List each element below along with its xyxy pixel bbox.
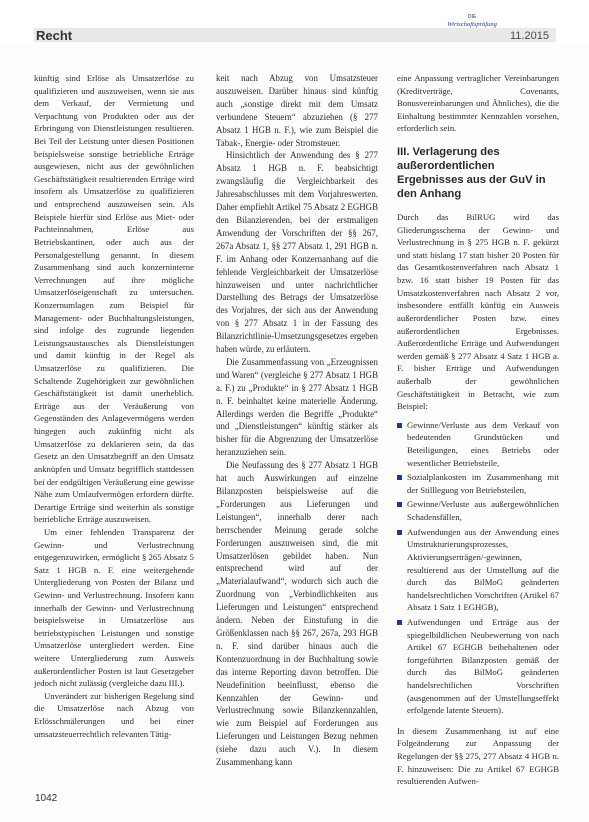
page-header bbox=[0, 0, 589, 44]
paragraph: künftig sind Erlöse als Umsatzerlöse zu qualifizieren und auszuweisen, wenn sie aus dem Verkauf, der Vermietung und Verpachtung von Produkten oder aus der Erbringung von Dienstleistungen resultieren. Bei Teil der Leistung unter diesen Positionen beispielsweise sonstige betriebliche Erträge ausgewiesen, nicht aus der gewöhnlichen Geschäftstätigkeit resultierenden Erträge wird insofern als Umsatzerlöse zu qualifizieren und entsprechend auszuweisen sein. Als Beispiele hierfür sind Erlöse aus Miet- oder Pachteinnahmen, Erlöse aus Betriebskantinen, oder auch aus der Personalgestellung genannt. In diesem Zusammenhang sind auch konzerninterne Verrechnungen auf ihre mögliche Umsatzerlöseigenschaft zu untersuchen. Konzernumlagen zum Beispiel für Management- oder Buchhaltungsleistungen, sind infolge des zugrunde liegenden Leistungsaustausches als Dienstleistungen und damit künftig in der Regel als Umsatzerlöse zu qualifizieren. Die Schaltende Zugehörigkeit zur gewöhnlichen Geschäftstätigkeit ist damit unerheblich. Erträge aus der Veräußerung von Gegenständen des Anlagevermögens werden hingegen auch zukünftig nicht als Umsatzerlöse zu deklarieren sein, da das Gesetz an den Umsatzbegriff an den Umsatz anknüpfen und Umsatz begrifflich stattdessen bei der endgültigen Veräußerung eine gewisse Nähe zum Umlaufvermögen erfordern dürfte. Derartige Erträge sind weiterhin als sonstige betriebliche Erträge auszuweisen. bbox=[34, 73, 194, 525]
paragraph: keit nach Abzug von Umsatzsteuer auszuweisen. Darüber hinaus sind künftig auch „sonstige direkt mit dem Umsatz verbundene Steuern“ abzuziehen (§ 277 Absatz 1 HGB n. F.), wie zum Beispiel die Tabak-, Energie- oder Stromsteuer. bbox=[216, 73, 378, 148]
svg-text:Wirtschaftsprüfung: Wirtschaftsprüfung bbox=[447, 21, 497, 28]
text-column-2 bbox=[216, 72, 378, 769]
paragraph: In diesem Zusammenhang ist auf eine Folgeänderung zur Anpassung der Regelungen der §§ 275, 277 Absatz 4 HGB n. F. hinzuweisen: Die zu Artikel 67 EGHGB resultierenden Aufwen- bbox=[397, 725, 559, 787]
list-item: Sozialplankosten im Zusammenhang mit der Stilllegung von Betriebsteilen, bbox=[397, 471, 559, 496]
bullet-square-icon bbox=[397, 475, 402, 480]
list-item: Aufwendungen und Erträge aus der spiegelbildlichen Neubewertung von nach Artikel 67 EGHGB beibehaltenen oder fortgeführten Bilanzposten gemäß der durch das BilMoG geänderten handelsrechtlichen Vorschriften (ausgenommen auf der Umstellungseffekt erfolgende latente Steuern). bbox=[397, 616, 559, 717]
list-item: Gewinne/Verluste aus dem Verkauf von bedeutenden Grundstücken und Beteiligungen, eines Betriebs oder wesentlicher Betriebsteile, bbox=[397, 419, 559, 469]
bullet-square-icon bbox=[397, 530, 402, 535]
page-number: 1042 bbox=[35, 793, 58, 804]
list-item: Gewinne/Verluste aus außergewöhnlichen Schadensfällen, bbox=[397, 498, 559, 523]
bullet-list bbox=[397, 419, 559, 717]
text-column-1 bbox=[34, 72, 194, 740]
paragraph: Unverändert zur bisherigen Regelung sind die Umsatzerlöse nach Abzug von Erlösschmälerungen und bei einer umsatzsteuerrechtlich relevanten Tätig- bbox=[34, 690, 194, 739]
journal-logo bbox=[442, 10, 502, 30]
text-column-3 bbox=[397, 72, 559, 788]
paragraph: Um einer fehlenden Transparenz der Gewinn- und Verlustrechnung entgegenzuwirken, ermöglicht § 265 Absatz 5 Satz 1 HGB n. F. eine weitergehende Untergliederung von Posten der Bilanz und Gewinn- und Verlustrechnung. Insofern kann innerhalb der Gewinn- und Verlustrechnung beispielsweise in Umsatzerlöse aus betriebstypischen Leistungen und sonstige Umsatzerlöse untergliedert werden. Eine weitere Untergliederung zum Ausweis außerordentlicher Posten ist laut Gesetzgeber jedoch nicht zulässig (vergleiche dazu III.). bbox=[34, 526, 194, 689]
paragraph: Die Zusammenfassung von „Erzeugnissen und Waren“ (vergleiche § 277 Absatz 1 HGB a. F.) zu „Produkte“ in § 277 Absatz 1 HGB n. F. beinhaltet keine materielle Änderung. Allerdings werden die Begriffe „Produkte“ und „Dienstleistungen“ künftig stärker als bisher für die Abgrenzung der Umsatzerlöse heranzuziehen sein. bbox=[216, 356, 378, 458]
bullet-square-icon bbox=[397, 423, 402, 428]
paragraph: eine Anpassung vertraglicher Vereinbarungen (Kreditverträge, Covenants, Bonusvereinbarungen und Ähnliches), die die Einhaltung bestimmter Kennzahlen vorsehen, erforderlich sein. bbox=[397, 73, 559, 134]
svg-text:DIE: DIE bbox=[467, 14, 477, 20]
paragraph: Hinsichtlich der Anwendung des § 277 Absatz 1 HGB n. F. beabsichtigt zwangsläufig die Vergleichbarkeit des Jahresabschlusses mit dem Vorjahreswerten. Daher empfiehlt Artikel 75 Absatz 2 EGHGB den Bilanzierenden, bei der erstmaligen Anwendung der Vorschriften der §§ 267, 267a Absatz 1, §§ 277 Absatz 1, 291 HGB n. F. im Anhang oder Konzernanhang auf die fehlende Vergleichbarkeit der Umsatzerlöse hinzuweisen und unter nachrichtlicher Darstellung des Betrags der Umsatzerlöse des Vorjahres, der sich aus der Anwendung von § 277 Absatz 1 in der Fassung des Bilanzrichtlinie-Umsetzungsgesetzes ergeben haben würde, zu erläutern. bbox=[216, 150, 378, 355]
paragraph: Durch das BilRUG wird das Gliederungsschema der Gewinn- und Verlustrechnung in § 275 HGB n. F. gekürzt und statt bislang 17 statt bisher 20 Posten für das Gesamtkostenverfahren nach Absatz 1 bzw. 16 statt bisher 19 Posten für das Umsatzkostenverfahren nach Absatz 2 vor, insbesondere entfällt künftig ein Ausweis außerordentlicher Posten bzw. eines außerordentlichen Ergebnisses. Außerordentliche Erträge und Aufwendungen werden gemäß § 277 Absatz 4 Satz 1 HGB a. F. bisher Erträge und Aufwendungen außerhalb der gewöhnlichen Geschäftstätigkeit in Betracht, wie zum Beispiel: bbox=[397, 212, 559, 412]
section-heading: III. Verlagerung des außerordentlichen Ergebnisses aus der GuV in den Anhang bbox=[397, 146, 546, 201]
issue-number: 11.2015 bbox=[510, 30, 549, 42]
bullet-square-icon bbox=[397, 502, 402, 507]
section-title: Recht bbox=[36, 28, 73, 43]
header-band bbox=[34, 28, 556, 42]
list-item: Aufwendungen aus der Anwendung eines Umstrukturierungsprozesses, Aktivierungserträgen/-gewinnen, resultierend aus der Umstellung auf die durch das BilMoG geänderten handelsrechtlichen Vorschriften (Artikel 67 Absatz 1 Satz 1 EGHGB), bbox=[397, 526, 559, 614]
paragraph: Die Neufassung des § 277 Absatz 1 HGB hat auch Auswirkungen auf einzelne Bilanzposten beispielsweise auf die „Forderungen aus Lieferungen und Leistungen“, innerhalb derer nach herrschender Meinung gerade solche Forderungen auszuweisen sind, die mit Umsatzerlösen gebildet haben. Nun entsprechend wird auf der „Materialaufwand“, wodurch sich auch die Zuordnung von „Verbindlichkeiten aus Lieferungen und Leistungen“ entsprechend ändern. Neben der Einstufung in die Größenklassen nach §§ 267, 267a, 293 HGB n. F. sind darüber hinaus auch die Kontenzuordnung in der Buchhaltung sowie das interne Reporting davon betroffen. Die Neudefinition beeinflusst, ebenso die Kennzahlen der Gewinn- und Verlustrechnung sowie Bilanzkennzahlen, wie zum Beispiel auf Forderungen aus Lieferungen und Leistungen Bezug nehmen (siehe dazu auch V.). In diesem Zusammenhang kann bbox=[216, 460, 378, 768]
bullet-square-icon bbox=[397, 620, 402, 625]
